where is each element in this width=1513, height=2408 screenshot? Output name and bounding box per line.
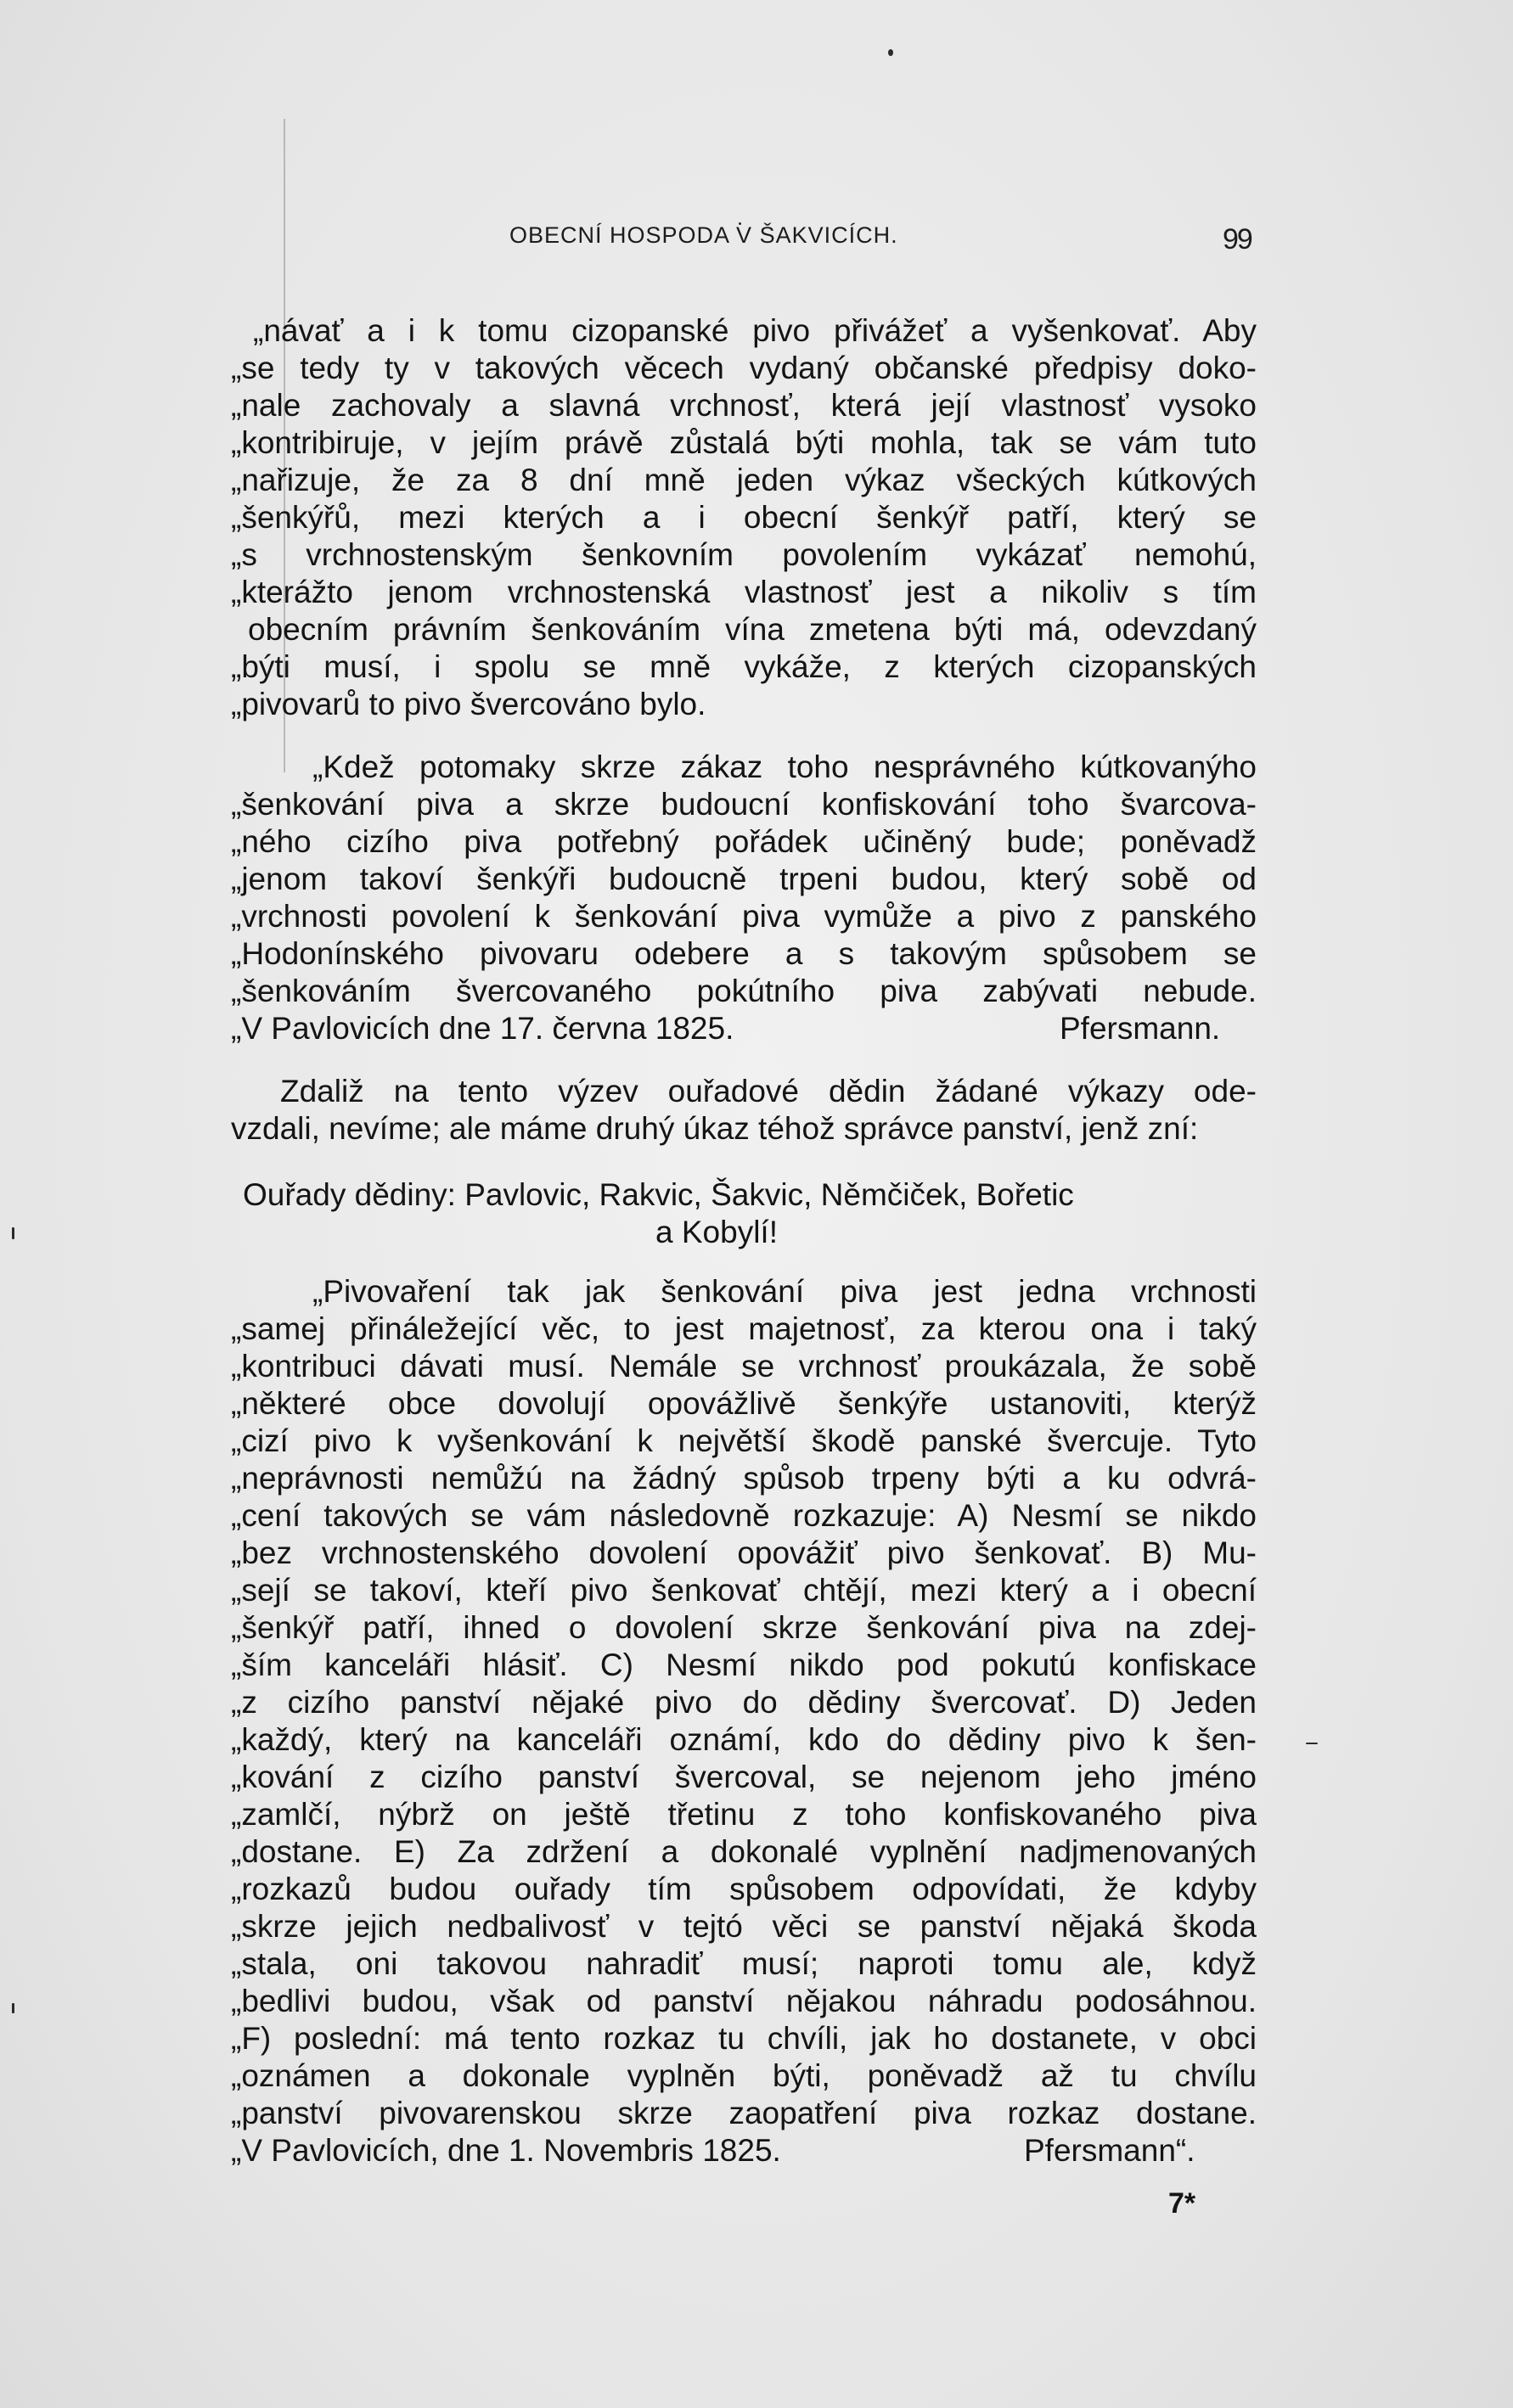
text-line: „s vrchnostenským šenkovním povolením vykázať nemohú, xyxy=(231,537,1257,572)
text-line: „panství pivovarenskou skrze zaopatření piva rozkaz dostane. xyxy=(231,2096,1257,2130)
text-line: „zamlčí, nýbrž on ještě třetinu z toho konfiskovaného piva xyxy=(231,1797,1257,1832)
text-line: „samej přináležející věc, to jest majetnosť, za kterou ona i taký xyxy=(231,1311,1257,1346)
text-line: „býti musí, i spolu se mně vykáže, z kterých cizopanských xyxy=(231,649,1257,684)
signature-pfersmann: Pfersmann“. xyxy=(1024,2133,1195,2168)
text-line: „každý, který na kanceláři oznámí, kdo do dědiny pivo k šen- xyxy=(231,1722,1257,1757)
text-line: „sejí se takoví, kteří pivo šenkovať chtějí, mezi který a i obecní xyxy=(231,1573,1257,1608)
text-line: „šenkováním švercovaného pokútního piva zabývati nebude. xyxy=(231,974,1257,1008)
text-line: „ného cizího piva potřebný pořádek učiněný bude; poněvadž xyxy=(231,824,1257,859)
ink-speck xyxy=(888,49,893,56)
place-date-line: „V Pavlovicích, dne 1. Novembris 1825. xyxy=(231,2133,781,2168)
running-header: OBECNÍ HOSPODA V ŠAKVICÍCH. xyxy=(509,222,898,248)
text-line: „Kdež potomaky skrze zákaz toho nesprávného kútkovanýho xyxy=(312,749,1257,784)
text-line: „kontribiruje, v jejím právě zůstalá býti mohla, tak se vám tuto xyxy=(231,425,1257,460)
text-line: „kterážto jenom vrchnostenská vlastnosť jest a nikoliv s tím xyxy=(231,575,1257,609)
text-line: vzdali, nevíme; ale máme druhý úkaz téhož správce panství, jenž zní: xyxy=(231,1111,1199,1146)
address-heading-continued: a Kobylí! xyxy=(655,1215,778,1249)
text-line: „cení takových se vám následovně rozkazuje: A) Nesmí se nikdo xyxy=(231,1498,1257,1533)
text-line: „Hodonínského pivovaru odebere a s takovým spůsobem se xyxy=(231,936,1257,971)
signature-pfersmann: Pfersmann. xyxy=(1060,1011,1221,1046)
text-line: „cizí pivo k vyšenkování k největší škodě panské švercuje. Tyto xyxy=(231,1423,1257,1458)
ink-speck xyxy=(12,2003,14,2013)
text-line: „neprávnosti nemůžú na žádný spůsob trpeny býti a ku odvrá- xyxy=(231,1461,1257,1496)
place-date-line: „V Pavlovicích dne 17. června 1825. xyxy=(231,1011,734,1046)
text-line: „se tedy ty v takových věcech vydaný občanské předpisy doko- xyxy=(231,351,1257,385)
text-line: „F) poslední: má tento rozkaz tu chvíli, jak ho dostanete, v obci xyxy=(231,2021,1257,2056)
text-line: Zdaliž na tento výzev ouřadové dědin žádané výkazy ode- xyxy=(280,1074,1257,1109)
text-line: „jenom takoví šenkýři budoucně trpeni budou, který sobě od xyxy=(231,862,1257,896)
address-heading: Ouřady dědiny: Pavlovic, Rakvic, Šakvic, Němčiček, Bořetic xyxy=(243,1177,1074,1212)
text-line: „kontribuci dávati musí. Nemále se vrchnosť proukázala, že sobě xyxy=(231,1349,1257,1384)
ink-speck xyxy=(12,1227,14,1239)
text-line: „šenkýř patří, ihned o dovolení skrze šenkování piva na zdej- xyxy=(231,1610,1257,1645)
text-line: „rozkazů budou ouřady tím spůsobem odpovídati, že kdyby xyxy=(231,1872,1257,1906)
text-line: „vrchnosti povolení k šenkování piva vymůže a pivo z panského xyxy=(231,899,1257,934)
page-number: 99 xyxy=(1223,223,1251,255)
text-line: „kování z cizího panství švercoval, se nejenom jeho jméno xyxy=(231,1760,1257,1794)
text-line: „oznámen a dokonale vyplněn býti, poněvadž až tu chvílu xyxy=(231,2058,1257,2093)
text-line: „některé obce dovolují opovážlivě šenkýře ustanoviti, kterýž xyxy=(231,1386,1257,1421)
text-line: „ším kanceláři hlásiť. C) Nesmí nikdo pod pokutú konfiskace xyxy=(231,1647,1257,1682)
text-line: „pivovarů to pivo švercováno bylo. xyxy=(231,687,706,721)
ink-speck xyxy=(1306,1743,1318,1744)
text-line: „z cizího panství nějaké pivo do dědiny švercovať. D) Jeden xyxy=(231,1685,1257,1720)
text-line: „dostane. E) Za zdržení a dokonalé vyplnění nadjmenovaných xyxy=(231,1834,1257,1869)
text-line: „návať a i k tomu cizopanské pivo přivážeť a vyšenkovať. Aby xyxy=(253,313,1257,348)
text-line: „bedlivi budou, však od panství nějakou náhradu podosáhnou. xyxy=(231,1984,1257,2018)
text-line: „nařizuje, že za 8 dní mně jeden výkaz všeckých kútkových xyxy=(231,463,1257,497)
text-line: „nale zachovaly a slavná vrchnosť, která její vlastnosť vysoko xyxy=(231,388,1257,423)
text-line: „Pivovaření tak jak šenkování piva jest jedna vrchnosti xyxy=(312,1274,1257,1309)
text-line: „skrze jejich nedbalivosť v tejtó věci se panství nějaká škoda xyxy=(231,1909,1257,1944)
text-line: „šenkování piva a skrze budoucní konfiskování toho švarcova- xyxy=(231,787,1257,822)
text-line: obecním právním šenkováním vína zmetena býti má, odevzdaný xyxy=(248,612,1257,647)
text-line: „šenkýřů, mezi kterých a i obecní šenkýř patří, který se xyxy=(231,500,1257,535)
printer-signature-mark: 7* xyxy=(1168,2187,1196,2220)
text-line: „bez vrchnostenského dovolení opovážiť pivo šenkovať. B) Mu- xyxy=(231,1535,1257,1570)
text-line: „stala, oni takovou nahradiť musí; naproti tomu ale, když xyxy=(231,1946,1257,1981)
